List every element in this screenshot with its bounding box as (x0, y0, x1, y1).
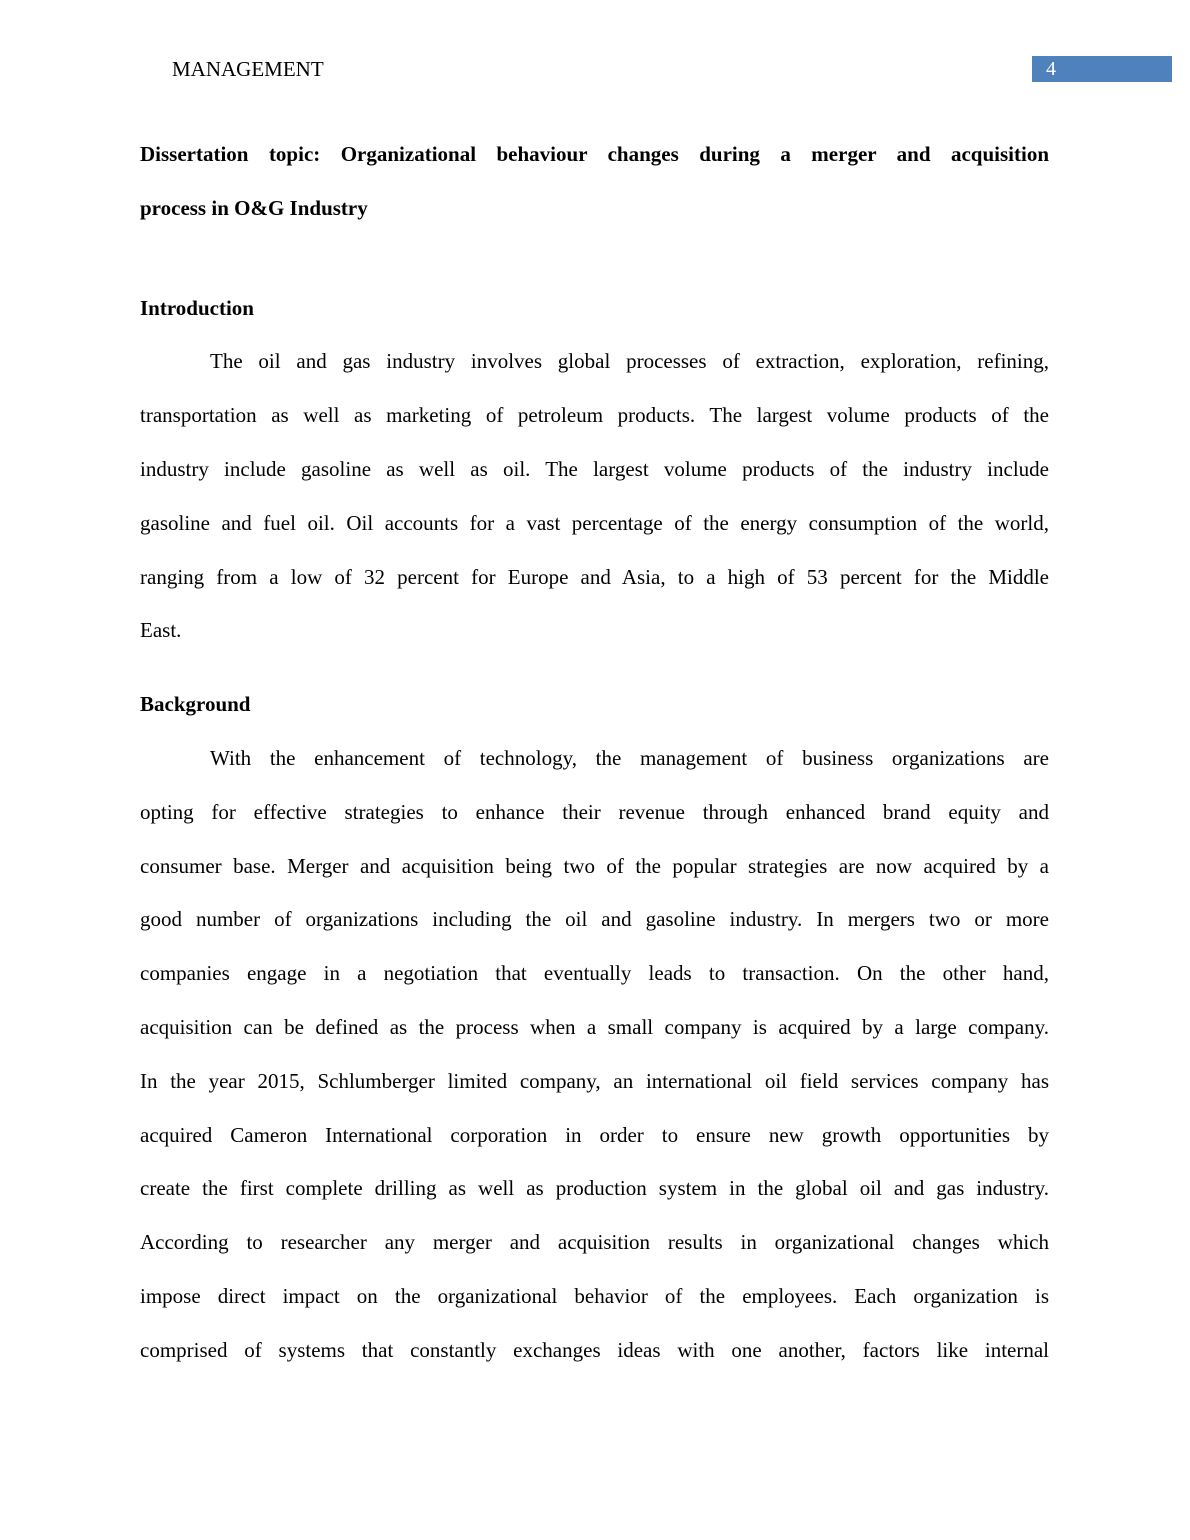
paragraph-line: consumer base. Merger and acquisition being two of the popular strategies are now acquired by a (140, 853, 1049, 878)
paragraph-line: East. (140, 618, 182, 643)
dissertation-title (140, 133, 1049, 241)
paragraph-line: create the first complete drilling as well as production system in the global oil and gas industry. (140, 1176, 1049, 1201)
page-number: 4 (1032, 56, 1172, 82)
paragraph-line: The oil and gas industry involves global processes of extraction, exploration, refining, (210, 349, 1049, 374)
paragraph-line: transportation as well as marketing of petroleum products. The largest volume products of the (140, 403, 1049, 428)
paragraph-line: opting for effective strategies to enhance their revenue through enhanced brand equity and (140, 799, 1049, 824)
background-paragraph (140, 737, 1049, 1383)
paragraph-line: impose direct impact on the organizational behavior of the employees. Each organization is (140, 1283, 1049, 1308)
paragraph-line: comprised of systems that constantly exchanges ideas with one another, factors like internal (140, 1337, 1049, 1362)
paragraph-line: With the enhancement of technology, the management of business organizations are (210, 745, 1049, 770)
introduction-paragraph (140, 340, 1049, 663)
paragraph-line: In the year 2015, Schlumberger limited company, an international oil field services company has (140, 1068, 1049, 1093)
document-body (140, 133, 1049, 1383)
paragraph-line: gasoline and fuel oil. Oil accounts for a vast percentage of the energy consumption of the world, (140, 510, 1049, 535)
paragraph-line: acquisition can be defined as the process when a small company is acquired by a large company. (140, 1014, 1049, 1039)
introduction-heading: Introduction (140, 295, 254, 320)
paragraph-line: ranging from a low of 32 percent for Europe and Asia, to a high of 53 percent for the Middle (140, 564, 1049, 589)
paragraph-line: According to researcher any merger and acquisition results in organizational changes which (140, 1230, 1049, 1255)
title-line: Dissertation topic: Organizational behaviour changes during a merger and acquisition (140, 142, 1049, 166)
paragraph-line: companies engage in a negotiation that eventually leads to transaction. On the other hand, (140, 961, 1049, 986)
title-line: process in O&G Industry (140, 195, 368, 220)
paragraph-line: industry include gasoline as well as oil. The largest volume products of the industry include (140, 456, 1049, 481)
running-head: MANAGEMENT (172, 57, 324, 81)
paragraph-line: good number of organizations including the oil and gasoline industry. In mergers two or more (140, 907, 1049, 932)
paragraph-line: acquired Cameron International corporation in order to ensure new growth opportunities by (140, 1122, 1049, 1147)
background-heading: Background (140, 692, 251, 717)
